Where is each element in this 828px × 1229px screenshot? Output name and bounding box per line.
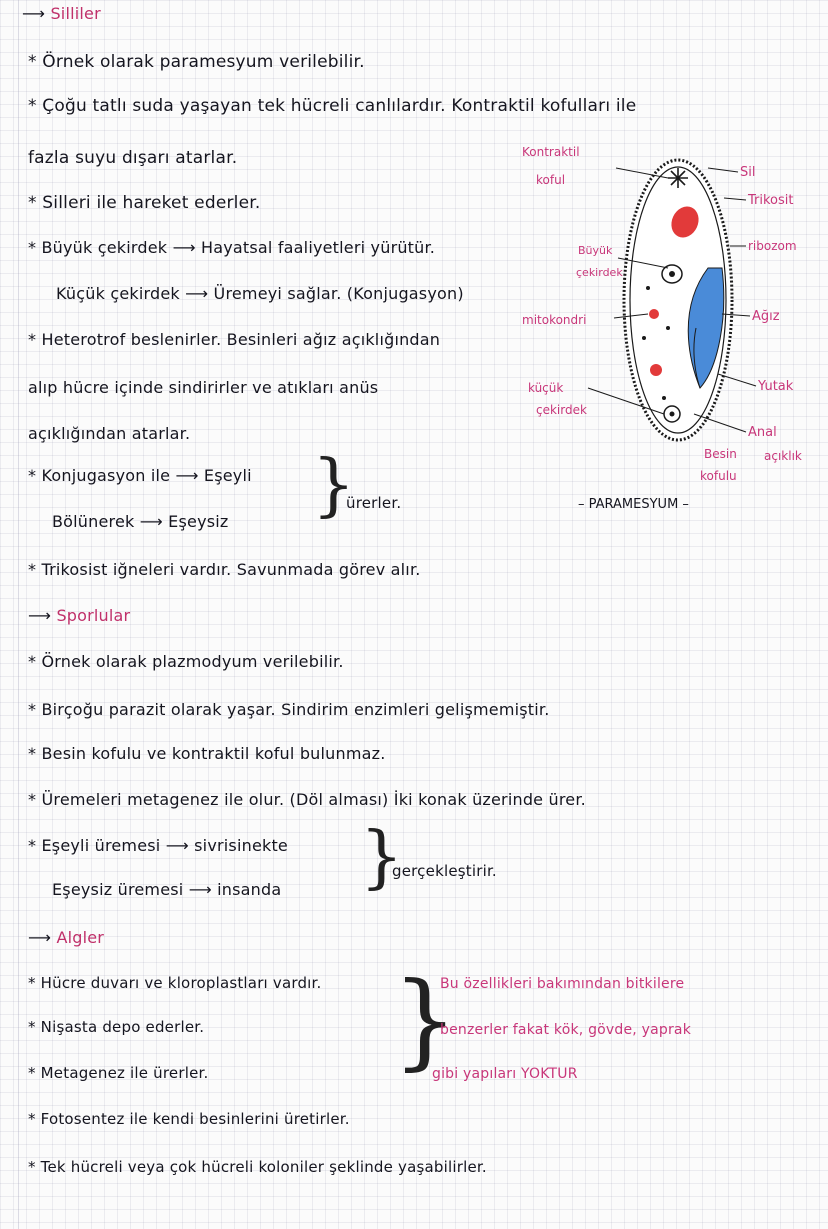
label-gullet: Yutak (758, 379, 794, 394)
arrow-icon: ⟶ (28, 606, 57, 625)
note-line: gibi yapıları YOKTUR (432, 1066, 578, 1082)
note-line: * Metagenez ile ürerler. (28, 1064, 209, 1082)
label-macronucleus-2: çekirdek (576, 266, 623, 279)
note-line: * Eşeyli üremesi ⟶ sivrisinekte (28, 836, 288, 855)
label-contractile-2: koful (536, 173, 566, 187)
label-macronucleus: Büyük (578, 244, 613, 257)
section-title-algae: Algler (56, 928, 105, 947)
note-line: Bu özellikleri bakımından bitkilere (440, 976, 685, 992)
note-line: Bölünerek ⟶ Eşeysiz (52, 512, 229, 531)
arrow-icon: ⟶ (22, 4, 51, 23)
label-micronucleus: küçük (528, 381, 564, 395)
label-food-vacuole-2: kofulu (700, 469, 737, 483)
note-line: * Büyük çekirdek ⟶ Hayatsal faaliyetleri yürütür. (28, 238, 436, 257)
note-line: * Heterotrof beslenirler. Besinleri ağız açıklığından (28, 330, 441, 349)
note-line: * Üremeleri metagenez ile olur. (Döl alması) İki konak üzerinde ürer. (28, 790, 586, 809)
brace: } (392, 959, 459, 1081)
brace: } (360, 818, 404, 897)
label-contractile: Kontraktil (522, 145, 580, 159)
note-line: * Silleri ile hareket ederler. (28, 193, 261, 213)
label-food-vacuole: Besin (704, 447, 737, 461)
note-line: * Hücre duvarı ve kloroplastları vardır. (28, 974, 322, 992)
paramecium-diagram (518, 138, 824, 518)
section-cilia (22, 4, 101, 23)
label-ribosome: ribozom (748, 239, 797, 253)
note-line: * Örnek olarak paramesyum verilebilir. (28, 52, 365, 72)
section-spore (28, 606, 130, 625)
contractile-vacuole (668, 168, 688, 188)
note-line: açıklığından atarlar. (28, 424, 191, 443)
note-line: * Çoğu tatlı suda yaşayan tek hücreli canlılardır. Kontraktil kofulları ile (28, 96, 637, 116)
label-anal: Anal (748, 425, 777, 440)
note-line: alıp hücre içinde sindirirler ve atıkları anüs (28, 378, 379, 397)
label-anal-2: açıklık (764, 449, 802, 463)
section-title-cilia: Silliler (50, 4, 101, 23)
label-mouth: Ağız (752, 309, 780, 324)
section-algae (28, 928, 104, 947)
note-line: benzerler fakat kök, gövde, yaprak (440, 1022, 692, 1038)
label-mitochondria: mitokondri (522, 313, 587, 327)
label-cilium: Sil (740, 165, 756, 180)
note-line: gerçekleştirir. (392, 862, 497, 880)
note-line: * Trikosist iğneleri vardır. Savunmada görev alır. (28, 560, 421, 579)
note-line: * Birçoğu parazit olarak yaşar. Sindirim enzimleri gelişmemiştir. (28, 700, 550, 719)
margin-line (18, 0, 19, 1229)
brace: } (312, 446, 356, 525)
note-line: Eşeysiz üremesi ⟶ insanda (52, 880, 282, 899)
label-micronucleus-2: çekirdek (536, 403, 587, 417)
note-line: * Örnek olarak plazmodyum verilebilir. (28, 652, 344, 671)
note-line: Küçük çekirdek ⟶ Üremeyi sağlar. (Konjugasyon) (56, 284, 464, 303)
note-line: * Nişasta depo ederler. (28, 1018, 205, 1036)
note-line: * Tek hücreli veya çok hücreli koloniler şeklinde yaşabilirler. (28, 1158, 487, 1176)
note-line: fazla suyu dışarı atarlar. (28, 148, 238, 168)
note-line: ürerler. (346, 494, 402, 512)
diagram-caption: – PARAMESYUM – (578, 497, 689, 512)
section-title-spore: Sporlular (56, 606, 131, 625)
note-line: * Besin kofulu ve kontraktil koful bulunmaz. (28, 744, 386, 763)
note-line: * Konjugasyon ile ⟶ Eşeyli (28, 466, 252, 485)
note-line: * Fotosentez ile kendi besinlerini üretirler. (28, 1110, 350, 1128)
label-trichocyst: Trikosit (748, 193, 794, 208)
arrow-icon: ⟶ (28, 928, 57, 947)
